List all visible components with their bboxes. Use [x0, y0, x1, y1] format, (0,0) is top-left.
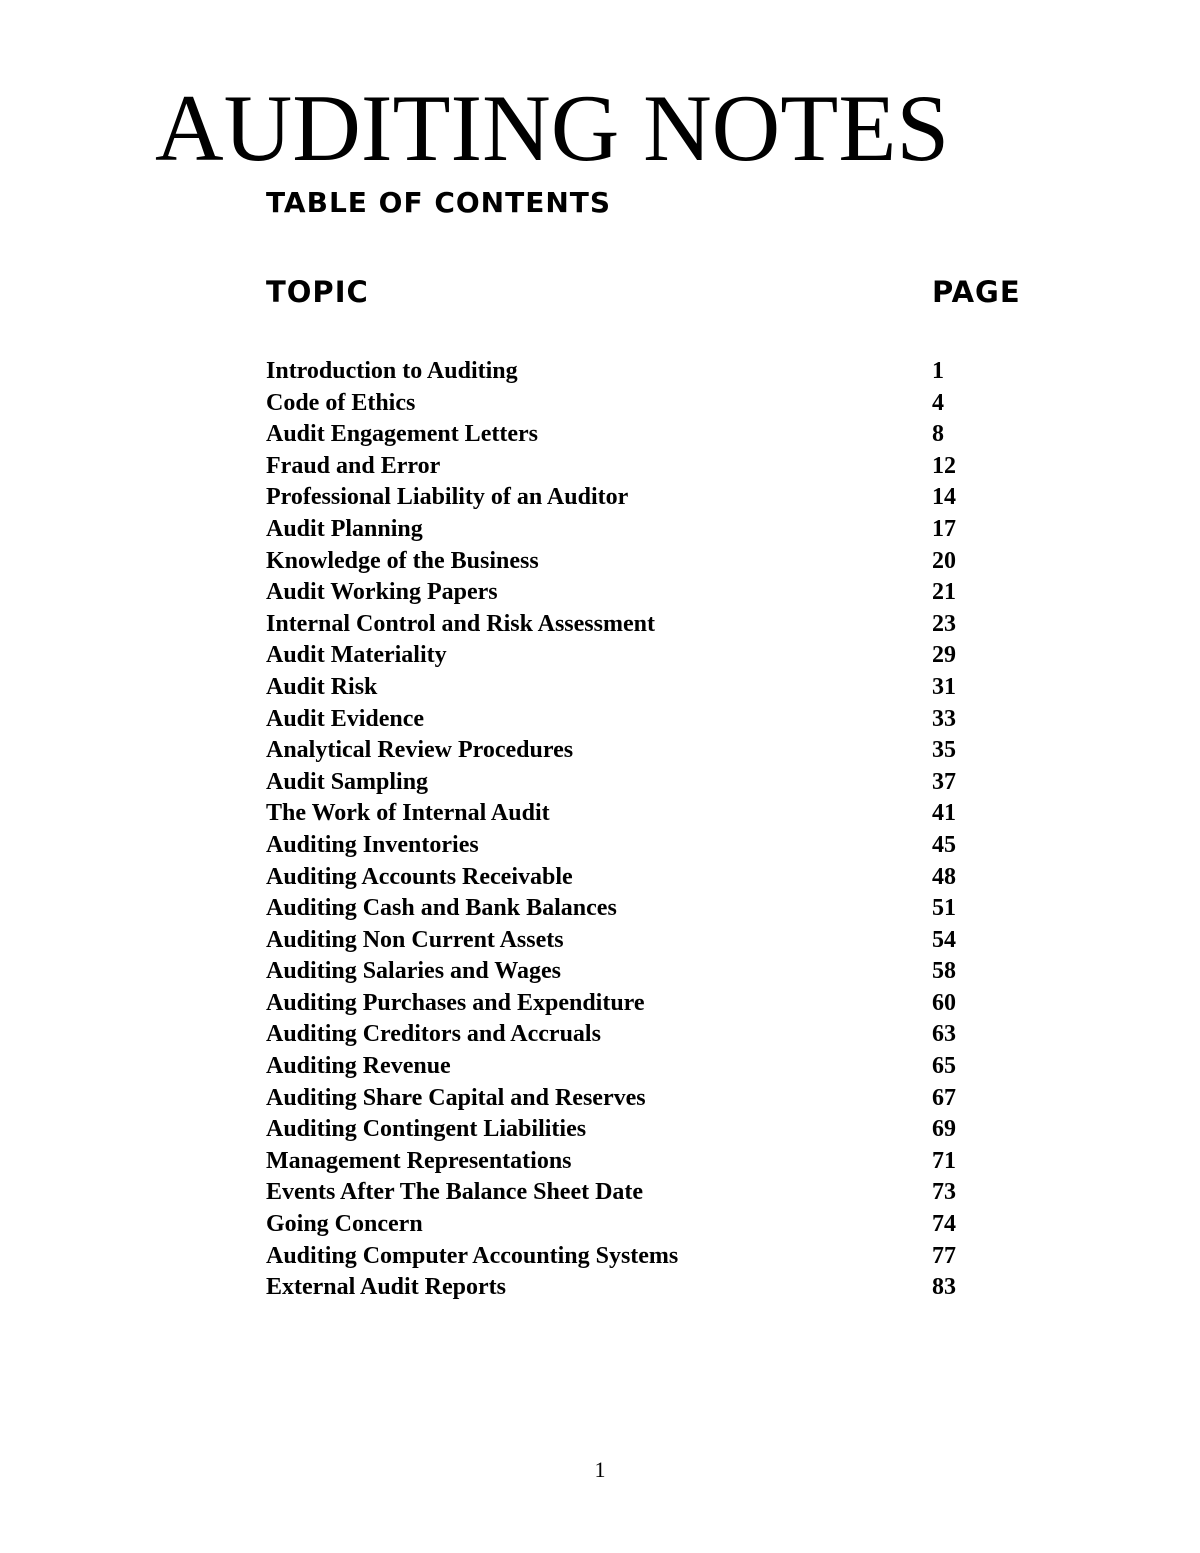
toc-row: [266, 988, 986, 1020]
toc-row: [266, 1051, 986, 1083]
toc-row: [266, 767, 986, 799]
toc-page-number: 21: [932, 579, 956, 606]
toc-row: [266, 830, 986, 862]
toc-page-number: 31: [932, 673, 956, 700]
toc-row: [266, 356, 986, 388]
toc-row: [266, 1272, 986, 1304]
toc-page-number: 33: [932, 705, 956, 732]
toc-page-number: 23: [932, 610, 956, 637]
toc-topic: Auditing Inventories: [266, 831, 479, 858]
toc-page-number: 8: [932, 421, 944, 448]
toc-row: [266, 640, 986, 672]
toc-list: [266, 356, 986, 1304]
toc-topic: Auditing Creditors and Accruals: [266, 1021, 601, 1048]
toc-topic: Audit Sampling: [266, 768, 429, 795]
toc-page-number: 65: [932, 1053, 956, 1080]
page-number: 1: [594, 1457, 606, 1482]
toc-page-number: 4: [932, 389, 944, 416]
toc-row: [266, 1209, 986, 1241]
toc-topic: Audit Planning: [266, 515, 423, 542]
toc-topic: Audit Engagement Letters: [266, 421, 538, 448]
toc-topic: Auditing Computer Accounting Systems: [266, 1242, 679, 1269]
document-title: AUDITING NOTES: [155, 75, 950, 181]
toc-row: [266, 735, 986, 767]
toc-page-number: 60: [932, 989, 956, 1016]
toc-topic: Auditing Cash and Bank Balances: [266, 895, 617, 922]
toc-row: [266, 893, 986, 925]
toc-topic: The Work of Internal Audit: [266, 800, 550, 827]
toc-row: [266, 925, 986, 957]
toc-topic: Auditing Share Capital and Reserves: [266, 1084, 646, 1111]
toc-topic: Knowledge of the Business: [266, 547, 539, 574]
toc-page-number: 14: [932, 484, 956, 511]
toc-page-number: 41: [932, 800, 956, 827]
toc-row: [266, 1019, 986, 1051]
toc-topic: Audit Evidence: [266, 705, 425, 732]
toc-page-number: 77: [932, 1242, 956, 1269]
toc-page-number: 71: [932, 1147, 956, 1174]
toc-page-number: 29: [932, 642, 956, 669]
toc-row: [266, 419, 986, 451]
toc-topic: Audit Materiality: [266, 642, 447, 669]
toc-page-number: 12: [932, 452, 956, 479]
toc-row: [266, 862, 986, 894]
toc-row: [266, 546, 986, 578]
toc-topic: Audit Working Papers: [266, 579, 498, 606]
toc-row: [266, 388, 986, 420]
toc-topic: Audit Risk: [266, 673, 378, 700]
toc-row: [266, 482, 986, 514]
toc-row: [266, 956, 986, 988]
toc-topic: Auditing Salaries and Wages: [266, 958, 561, 985]
table-of-contents-heading: TABLE OF CONTENTS: [266, 186, 612, 219]
toc-row: [266, 1083, 986, 1115]
toc-row: [266, 514, 986, 546]
toc-row: [266, 577, 986, 609]
toc-page-number: 83: [932, 1274, 956, 1301]
toc-topic: Professional Liability of an Auditor: [266, 484, 629, 511]
toc-row: [266, 1241, 986, 1273]
toc-page-number: 48: [932, 863, 956, 890]
toc-row: [266, 798, 986, 830]
toc-topic: Events After The Balance Sheet Date: [266, 1179, 644, 1206]
toc-topic: Analytical Review Procedures: [266, 737, 574, 764]
page-column-header: PAGE: [932, 275, 1021, 309]
toc-topic: Auditing Non Current Assets: [266, 926, 564, 953]
toc-row: [266, 1177, 986, 1209]
toc-topic: Internal Control and Risk Assessment: [266, 610, 655, 637]
toc-page-number: 67: [932, 1084, 956, 1111]
toc-page-number: 54: [932, 926, 956, 953]
toc-topic: Auditing Accounts Receivable: [266, 863, 573, 890]
toc-row: [266, 1146, 986, 1178]
toc-topic: Introduction to Auditing: [266, 358, 518, 384]
toc-page-number: 51: [932, 895, 956, 922]
toc-topic: External Audit Reports: [266, 1274, 506, 1301]
toc-topic: Fraud and Error: [266, 452, 441, 479]
toc-topic: Auditing Revenue: [266, 1053, 451, 1080]
toc-page-number: 17: [932, 515, 956, 542]
toc-page-number: 20: [932, 547, 956, 574]
toc-topic: Management Representations: [266, 1147, 572, 1174]
toc-topic: Code of Ethics: [266, 389, 416, 416]
toc-page-number: 63: [932, 1021, 956, 1048]
toc-row: [266, 609, 986, 641]
toc-page-number: 35: [932, 737, 956, 764]
toc-page-number: 58: [932, 958, 956, 985]
toc-page-number: 1: [932, 358, 944, 384]
toc-topic: Going Concern: [266, 1211, 423, 1238]
toc-row: [266, 704, 986, 736]
toc-topic: Auditing Purchases and Expenditure: [266, 989, 645, 1016]
toc-page-number: 73: [932, 1179, 956, 1206]
toc-page-number: 37: [932, 768, 956, 795]
topic-column-header: TOPIC: [266, 275, 369, 309]
toc-row: [266, 451, 986, 483]
toc-row: [266, 672, 986, 704]
toc-page-number: 69: [932, 1116, 956, 1143]
toc-page-number: 45: [932, 831, 956, 858]
toc-topic: Auditing Contingent Liabilities: [266, 1116, 587, 1143]
toc-row: [266, 1114, 986, 1146]
toc-page-number: 74: [932, 1211, 956, 1238]
